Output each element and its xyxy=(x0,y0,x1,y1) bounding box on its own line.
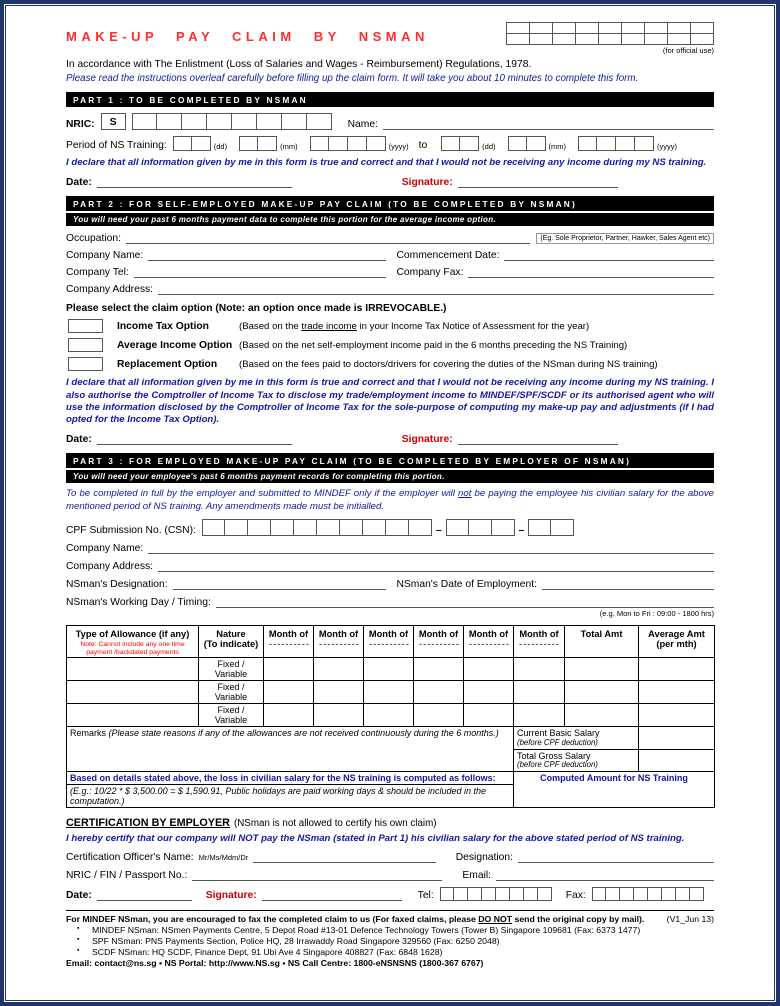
month-amount-cell[interactable] xyxy=(314,681,364,704)
average-income-option-label: Average Income Option xyxy=(117,339,233,351)
yyyy-hint: (yyyy) xyxy=(657,142,678,151)
header xyxy=(66,22,714,55)
month-fill-line[interactable]: ---------- xyxy=(519,638,560,649)
csn-box[interactable] xyxy=(271,519,294,536)
remarks-cell[interactable]: Remarks (Please state reasons if any of the allowances are not received continuously during the 6 months.) xyxy=(67,727,514,772)
part2-date-signature-row xyxy=(66,433,714,445)
company-address-label: Company Address: xyxy=(66,284,153,296)
part3-subheader-bar: You will need your employee's past 6 months payment records for completing this portion. xyxy=(66,470,714,483)
replacement-option-checkbox[interactable] xyxy=(68,357,103,371)
month-amount-cell[interactable] xyxy=(314,704,364,727)
nric-box[interactable] xyxy=(282,113,307,130)
yyyy-box[interactable] xyxy=(348,136,367,151)
fax-boxes[interactable] xyxy=(592,887,704,901)
part1-header-bar: PART 1 : TO BE COMPLETED BY NSMAN xyxy=(66,92,714,107)
officer-designation-label: Designation: xyxy=(455,852,513,864)
official-use-box[interactable] xyxy=(691,23,714,34)
fax-box[interactable] xyxy=(676,887,690,901)
month-amount-cell[interactable] xyxy=(314,658,364,681)
fax-box[interactable] xyxy=(634,887,648,901)
mm-box[interactable] xyxy=(527,136,546,151)
tel-label: Tel: xyxy=(417,890,434,902)
date-input-line[interactable] xyxy=(97,433,292,445)
yyyy-box[interactable] xyxy=(635,136,654,151)
fax-box[interactable] xyxy=(690,887,704,901)
allowance-row-2 xyxy=(67,681,715,704)
certification-date-signature-row xyxy=(66,887,714,901)
company-address-input-line[interactable] xyxy=(158,283,714,295)
total-gross-salary-label: Total Gross Salary (before CPF deduction) xyxy=(514,749,639,771)
mm-box[interactable] xyxy=(258,136,277,151)
col-total-header: Total Amt xyxy=(565,625,639,658)
officer-email-input-line[interactable] xyxy=(496,869,714,881)
nric-box[interactable] xyxy=(207,113,232,130)
certification-title: CERTIFICATION BY EMPLOYER xyxy=(66,817,230,830)
average-amount-cell[interactable] xyxy=(639,658,715,681)
certification-officer-row xyxy=(66,851,714,863)
month-amount-cell[interactable] xyxy=(414,704,464,727)
nric-box[interactable] xyxy=(257,113,282,130)
average-income-option-checkbox[interactable] xyxy=(68,338,103,352)
computation-example: (E.g.: 10/22 * $ 3,500.00 = $ 1,590.91, Public holidays are paid working days & should be included in the computation.) xyxy=(67,785,514,808)
month-amount-cell[interactable] xyxy=(464,704,514,727)
income-tax-option-label: Income Tax Option xyxy=(117,320,209,332)
mm-box[interactable] xyxy=(508,136,527,151)
date-label: Date: xyxy=(66,890,92,902)
date-input-line[interactable] xyxy=(97,889,192,901)
dd-box[interactable] xyxy=(441,136,460,151)
company-tel-input-line[interactable] xyxy=(134,266,387,278)
spf-address: ▪ SPF NSman: PNS Payments Section, Police HQ, 28 Irrawaddy Road Singapore 329560 (Fax: 6250 2048) xyxy=(66,936,714,946)
official-use-box[interactable] xyxy=(507,34,530,45)
csn-box[interactable] xyxy=(317,519,340,536)
csn-boxes-2[interactable] xyxy=(446,519,515,536)
mm-box[interactable] xyxy=(239,136,258,151)
officer-designation-input-line[interactable] xyxy=(518,851,714,863)
part2-declaration: I declare that all information given by me in this form is true and correct and that I would not be receiving any income during my NS training. I also authorise the Comptroller of Income Tax to disclose my trade/employment income to MINDEF/SPF/SCDF or its authorised agent who will use the information disclosed by the Comptroller of Income Tax for the sole-purpose of computing my make-up pay and adjustments (if I had opted for the Income Tax Option). xyxy=(66,377,714,426)
signature-input-line[interactable] xyxy=(262,889,402,901)
period-to-yyyy-boxes[interactable] xyxy=(578,136,654,151)
tel-box[interactable] xyxy=(482,887,496,901)
dd-box[interactable] xyxy=(460,136,479,151)
month-amount-cell[interactable] xyxy=(464,681,514,704)
month-amount-cell[interactable] xyxy=(364,658,414,681)
month-amount-cell[interactable] xyxy=(514,658,565,681)
col-month4-header: Month of ---------- xyxy=(414,625,464,658)
fax-box[interactable] xyxy=(606,887,620,901)
commencement-date-input-line[interactable] xyxy=(504,249,714,261)
dd-hint: (dd) xyxy=(482,142,496,151)
fax-label: Fax: xyxy=(565,890,586,902)
official-use-label: (for official use) xyxy=(662,46,714,55)
replacement-option-row xyxy=(66,357,714,371)
csn-box[interactable] xyxy=(202,519,225,536)
occupation-row xyxy=(66,232,714,244)
period-label: Period of NS Training: xyxy=(66,140,167,151)
nature-cell[interactable]: Fixed / Variable xyxy=(199,658,264,681)
yyyy-box[interactable] xyxy=(310,136,329,151)
official-use-box[interactable] xyxy=(622,23,645,34)
signature-input-line[interactable] xyxy=(458,176,618,188)
period-to-mm-boxes[interactable] xyxy=(508,136,546,151)
computed-row xyxy=(67,772,715,785)
csn-box[interactable] xyxy=(469,519,492,536)
officer-salutation: Mr/Ms/Mdm/Dr xyxy=(198,853,249,863)
average-amount-cell[interactable] xyxy=(639,704,715,727)
nature-cell[interactable]: Fixed / Variable xyxy=(199,681,264,704)
fax-box[interactable] xyxy=(648,887,662,901)
nric-box[interactable] xyxy=(157,113,182,130)
income-tax-option-row xyxy=(66,319,714,333)
scdf-address: ▪ SCDF NSman: HQ SCDF, Finance Dept, 91 Ubi Ave 4 Singapore 408827 (Fax: 6848 1628) xyxy=(66,947,714,957)
total-amount-cell[interactable] xyxy=(565,681,639,704)
csn-box[interactable] xyxy=(340,519,363,536)
month-amount-cell[interactable] xyxy=(364,704,414,727)
computed-amount-cell[interactable]: Computed Amount for NS Training xyxy=(514,772,715,808)
tel-boxes[interactable] xyxy=(440,887,552,901)
csn-box[interactable] xyxy=(363,519,386,536)
official-use-box[interactable] xyxy=(530,34,553,45)
month-fill-line[interactable]: ---------- xyxy=(269,638,310,649)
official-use-box[interactable] xyxy=(691,34,714,45)
csn-box[interactable] xyxy=(409,519,432,536)
yyyy-box[interactable] xyxy=(597,136,616,151)
average-income-option-row xyxy=(66,338,714,352)
official-use-box[interactable] xyxy=(622,34,645,45)
period-from-dd-boxes[interactable] xyxy=(173,136,211,151)
replacement-option-desc: (Based on the fees paid to doctors/drivers for covering the duties of the NSman during NS training) xyxy=(239,358,658,370)
total-amount-cell[interactable] xyxy=(565,704,639,727)
part2-subheader-bar: You will need your past 6 months payment data to complete this portion for the average income option. xyxy=(66,213,714,226)
allowance-row-3 xyxy=(67,704,715,727)
part2-header-bar: PART 2 : FOR SELF-EMPLOYED MAKE-UP PAY CLAIM (TO BE COMPLETED BY NSMAN) xyxy=(66,196,714,211)
csn-box[interactable] xyxy=(446,519,469,536)
company-name-row xyxy=(66,249,714,261)
name-label: Name: xyxy=(347,119,378,130)
yyyy-hint: (yyyy) xyxy=(388,142,409,151)
company-fax-label: Company Fax: xyxy=(396,267,464,279)
col-month2-header: Month of ---------- xyxy=(314,625,364,658)
csn-boxes-3[interactable] xyxy=(528,519,574,536)
official-use-box[interactable] xyxy=(668,23,691,34)
employment-date-input-line[interactable] xyxy=(542,578,714,590)
month-amount-cell[interactable] xyxy=(514,681,565,704)
remarks-row-1 xyxy=(67,727,715,749)
csn-box[interactable] xyxy=(248,519,271,536)
period-to-dd-boxes[interactable] xyxy=(441,136,479,151)
official-use-box[interactable] xyxy=(553,34,576,45)
col-month3-header: Month of ---------- xyxy=(364,625,414,658)
tel-box[interactable] xyxy=(454,887,468,901)
p3-company-address-row xyxy=(66,560,714,572)
regulation-text: In accordance with The Enlistment (Loss of Salaries and Wages - Reimbursement) Regulations, 1978. xyxy=(66,59,532,70)
certification-declaration: I hereby certify that our company will NOT pay the NSman (stated in Part 1) his civilian salary for the above stated period of NS training. xyxy=(66,833,685,845)
col-month6-header: Month of ---------- xyxy=(514,625,565,658)
working-day-input-line[interactable] xyxy=(216,596,714,608)
mm-hint: (mm) xyxy=(280,142,298,151)
col-nature-header: Nature (To indicate) xyxy=(199,625,264,658)
csn-box[interactable] xyxy=(551,519,574,536)
current-basic-salary-label: Current Basic Salary (before CPF deduction) xyxy=(514,727,639,749)
signature-label: Signature: xyxy=(205,890,257,902)
csn-dash: – xyxy=(518,524,525,536)
csn-boxes-1[interactable] xyxy=(202,519,432,536)
allowance-type-cell[interactable] xyxy=(67,658,199,681)
yyyy-box[interactable] xyxy=(329,136,348,151)
certification-nric-row xyxy=(66,869,714,881)
working-day-label: NSman's Working Day / Timing: xyxy=(66,596,211,608)
company-fax-input-line[interactable] xyxy=(468,266,714,278)
official-use-box[interactable] xyxy=(553,23,576,34)
total-amount-cell[interactable] xyxy=(565,658,639,681)
csn-dash: – xyxy=(435,524,442,536)
official-use-box[interactable] xyxy=(668,34,691,45)
claim-option-title: Please select the claim option (Note: an option once made is IRREVOCABLE.) xyxy=(66,303,447,315)
mindef-address: ▪ MINDEF NSman: NSmen Payments Centre, 5 Depot Road #13-01 Defence Technology Towers (Tower B) Singapore 109681 (Fax: 6373 1477) xyxy=(66,925,714,935)
officer-name-label: Certification Officer's Name: xyxy=(66,852,194,864)
month-amount-cell[interactable] xyxy=(414,681,464,704)
nric-digit-boxes[interactable] xyxy=(132,113,332,130)
income-tax-option-desc: (Based on the trade income in your Income Tax Notice of Assessment for the year) xyxy=(239,320,590,332)
officer-name-input-line[interactable] xyxy=(253,851,436,863)
month-amount-cell[interactable] xyxy=(414,658,464,681)
total-gross-salary-cell[interactable] xyxy=(639,749,715,771)
csn-label: CPF Submission No. (CSN): xyxy=(66,524,196,536)
month-fill-line[interactable]: ---------- xyxy=(419,638,460,649)
csn-box[interactable] xyxy=(386,519,409,536)
fax-box[interactable] xyxy=(592,887,606,901)
nsman-designation-input-line[interactable] xyxy=(173,578,387,590)
official-use-box[interactable] xyxy=(576,34,599,45)
footer xyxy=(66,910,714,968)
certification-title-suffix: (NSman is not allowed to certify his own claim) xyxy=(233,818,437,830)
officer-nric-label: NRIC / FIN / Passport No.: xyxy=(66,870,188,882)
month-amount-cell[interactable] xyxy=(364,681,414,704)
dd-hint: (dd) xyxy=(213,142,228,151)
allowance-row-1 xyxy=(67,658,715,681)
occupation-label: Occupation: xyxy=(66,233,121,245)
replacement-option-label: Replacement Option xyxy=(117,358,218,370)
computed-statement: Based on details stated above, the loss in civilian salary for the NS training is computed as follows: xyxy=(67,772,514,785)
signature-label: Signature: xyxy=(401,177,453,189)
part3-note: To be completed in full by the employer and submitted to MINDEF only if the employer will not be paying the employee his civilian salary for the above mentioned period of NS training. Any amendments made must be initialled. xyxy=(66,488,714,512)
dd-box[interactable] xyxy=(173,136,192,151)
csn-box[interactable] xyxy=(225,519,248,536)
tel-box[interactable] xyxy=(440,887,454,901)
income-tax-option-checkbox[interactable] xyxy=(68,319,103,333)
nric-label: NRIC: xyxy=(66,119,95,130)
official-use-box[interactable] xyxy=(645,34,668,45)
allowance-note: Note: Cannot include any one time payment /backdated payments xyxy=(80,640,185,656)
month-fill-line[interactable]: ---------- xyxy=(469,638,510,649)
company-name-label: Company Name: xyxy=(66,542,144,554)
signature-label: Signature: xyxy=(401,434,453,446)
working-day-hint: (e.g. Mon to Fri : 09:00 - 1800 hrs) xyxy=(599,608,714,618)
footer-fax-note-row xyxy=(66,914,714,924)
official-use-box[interactable] xyxy=(645,23,668,34)
to-label: to xyxy=(418,140,428,151)
official-use-block xyxy=(506,22,714,55)
certification-heading xyxy=(66,817,714,829)
col-allowance-header: Type of Allowance (if any) Note: Cannot include any one time payment /backdated payments xyxy=(67,625,199,658)
nric-box[interactable] xyxy=(232,113,257,130)
official-use-box[interactable] xyxy=(530,23,553,34)
date-label: Date: xyxy=(66,434,92,446)
current-basic-salary-cell[interactable] xyxy=(639,727,715,749)
company-tel-row xyxy=(66,266,714,278)
company-name-input-line[interactable] xyxy=(148,542,714,554)
csn-row xyxy=(66,519,714,536)
csn-box[interactable] xyxy=(528,519,551,536)
designation-employment-row xyxy=(66,578,714,590)
month-amount-cell[interactable] xyxy=(264,658,314,681)
month-fill-line[interactable]: ---------- xyxy=(369,638,410,649)
average-amount-cell[interactable] xyxy=(639,681,715,704)
mm-hint: (mm) xyxy=(548,142,567,151)
nric-row xyxy=(66,113,714,130)
col-month1-header: Month of ---------- xyxy=(264,625,314,658)
period-from-mm-boxes[interactable] xyxy=(239,136,277,151)
month-fill-line[interactable]: ---------- xyxy=(319,638,360,649)
instructions-text: Please read the instructions overleaf carefully before filling up the claim form. It will take you about 10 minutes to complete this form. xyxy=(66,73,639,84)
commencement-date-label: Commencement Date: xyxy=(396,250,500,262)
company-address-row xyxy=(66,283,714,295)
company-name-label: Company Name: xyxy=(66,250,144,262)
month-amount-cell[interactable] xyxy=(464,658,514,681)
working-day-row xyxy=(66,596,714,608)
company-address-label: Company Address: xyxy=(66,560,153,572)
nric-box[interactable] xyxy=(132,113,157,130)
fax-box[interactable] xyxy=(662,887,676,901)
occupation-hint: (Eg. Sole Proprietor, Partner, Hawker, Sales Agent etc) xyxy=(536,233,714,244)
officer-email-label: Email: xyxy=(462,870,491,882)
date-label: Date: xyxy=(66,177,92,189)
month-amount-cell[interactable] xyxy=(264,681,314,704)
col-month5-header: Month of ---------- xyxy=(464,625,514,658)
nsman-designation-label: NSman's Designation: xyxy=(66,578,168,590)
company-name-input-line[interactable] xyxy=(148,249,386,261)
table-header-row xyxy=(67,625,715,658)
company-tel-label: Company Tel: xyxy=(66,267,129,279)
employment-date-label: NSman's Date of Employment: xyxy=(396,578,537,590)
tel-box[interactable] xyxy=(538,887,552,901)
company-address-input-line[interactable] xyxy=(158,560,714,572)
official-use-box[interactable] xyxy=(599,23,622,34)
footer-addresses xyxy=(66,925,714,957)
tel-box[interactable] xyxy=(524,887,538,901)
part3-header-bar: PART 3 : FOR EMPLOYED MAKE-UP PAY CLAIM (TO BE COMPLETED BY EMPLOYER OF NSMAN) xyxy=(66,453,714,468)
part1-declaration: I declare that all information given by me in this form is true and correct and that I would not be receiving any income during my NS training. xyxy=(66,157,707,168)
occupation-input-line[interactable] xyxy=(126,232,530,244)
period-from-yyyy-boxes[interactable] xyxy=(310,136,386,151)
yyyy-box[interactable] xyxy=(616,136,635,151)
official-use-box[interactable] xyxy=(507,23,530,34)
nric-prefix-box[interactable]: S xyxy=(101,113,126,130)
allowance-type-cell[interactable] xyxy=(67,681,199,704)
average-income-option-desc: (Based on the net self-employment income paid in the 6 months preceding the NS Training) xyxy=(239,339,628,351)
page-title: MAKE-UP PAY CLAIM BY NSMAN xyxy=(66,29,429,44)
form-version: (V1_Jun 13) xyxy=(666,914,714,925)
csn-box[interactable] xyxy=(492,519,515,536)
month-amount-cell[interactable] xyxy=(514,704,565,727)
allowance-type-cell[interactable] xyxy=(67,704,199,727)
month-amount-cell[interactable] xyxy=(264,704,314,727)
col-average-header: Average Amt (per mth) xyxy=(639,625,715,658)
date-input-line[interactable] xyxy=(97,176,292,188)
nature-cell[interactable]: Fixed / Variable xyxy=(199,704,264,727)
csn-box[interactable] xyxy=(294,519,317,536)
official-use-box[interactable] xyxy=(576,23,599,34)
official-use-box[interactable] xyxy=(599,34,622,45)
p3-company-name-row xyxy=(66,542,714,554)
part1-date-signature-row xyxy=(66,176,714,188)
fax-box[interactable] xyxy=(620,887,634,901)
footer-fax-note: For MINDEF NSman, you are encouraged to fax the completed claim to us (For faxed claims, please DO NOT send the original copy by mail). xyxy=(66,914,645,925)
signature-input-line[interactable] xyxy=(458,433,618,445)
yyyy-box[interactable] xyxy=(367,136,386,151)
allowance-table xyxy=(66,625,715,808)
dd-box[interactable] xyxy=(192,136,211,151)
nric-box[interactable] xyxy=(182,113,207,130)
tel-box[interactable] xyxy=(510,887,524,901)
official-use-boxes[interactable] xyxy=(506,22,714,45)
nric-box[interactable] xyxy=(307,113,332,130)
period-row xyxy=(66,136,714,151)
tel-box[interactable] xyxy=(468,887,482,901)
footer-contact-line: Email: contact@ns.sg ▪ NS Portal: http://www.NS.sg ▪ NS Call Centre: 1800-eNSNSNS (1800-367 6767) xyxy=(66,958,484,969)
name-input-line[interactable] xyxy=(383,118,714,130)
yyyy-box[interactable] xyxy=(578,136,597,151)
officer-nric-input-line[interactable] xyxy=(192,869,442,881)
tel-box[interactable] xyxy=(496,887,510,901)
